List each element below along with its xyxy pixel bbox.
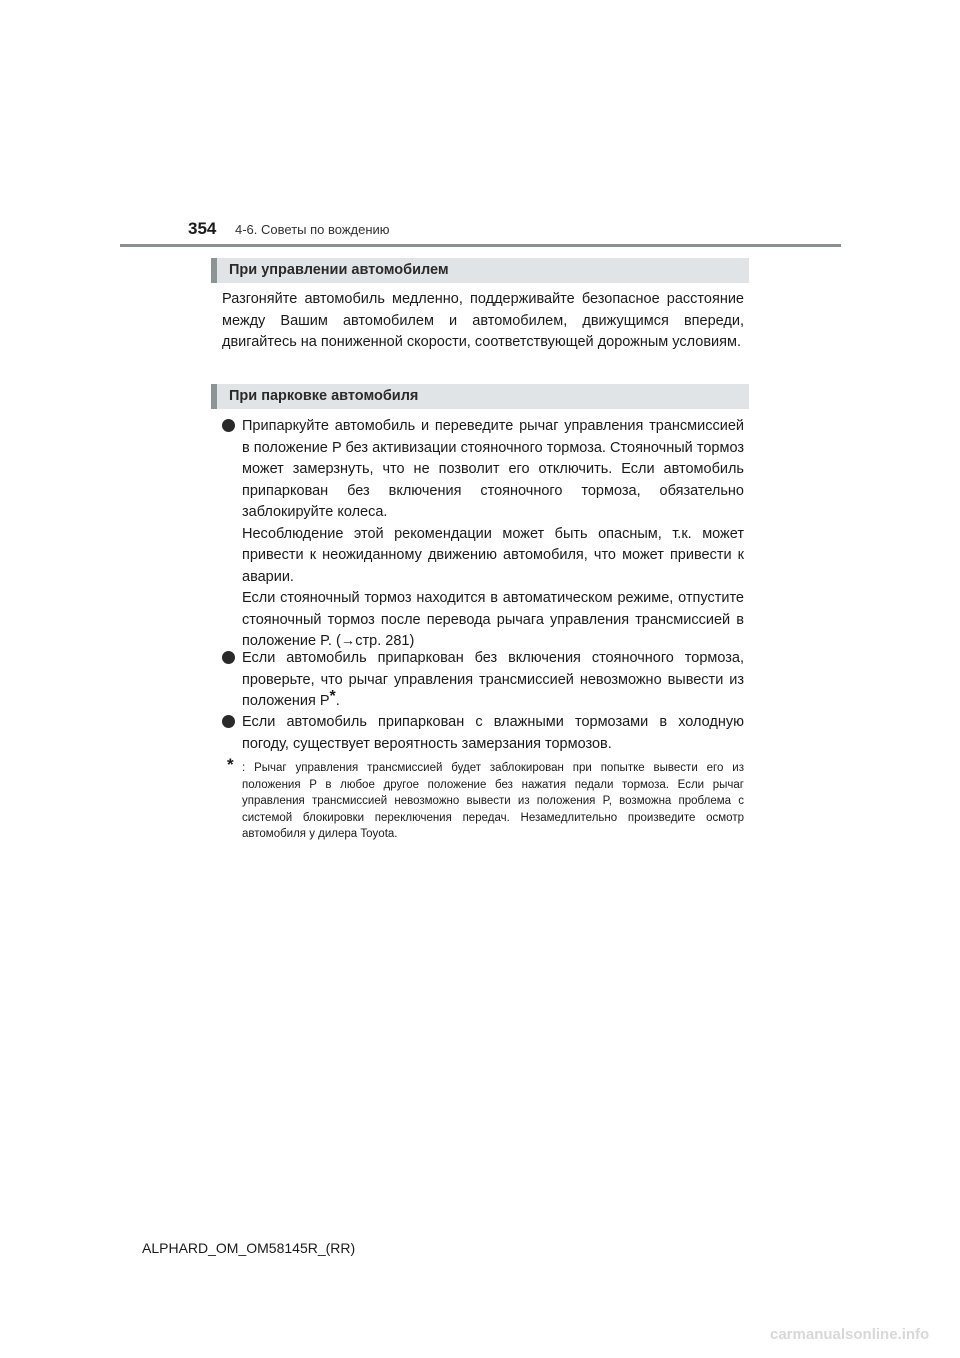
bullet-body: Если автомобиль припаркован без включения стояночного тормоза, проверьте, что рычаг управления трансмиссией невозможно вывести из положения P [242,650,744,709]
section-path: 4-6. Советы по вождению [235,222,390,237]
parking-bullet-1 [222,416,744,653]
bullet-text: Если автомобиль припаркован с влажными тормозами в холодную погоду, существует вероятность замерзания тормозов. [242,714,744,752]
parking-bullet-3 [222,712,744,755]
footnote [227,755,744,843]
bullet-dot-icon [222,419,235,432]
watermark: carmanualsonline.info [770,1326,930,1343]
header-rule [120,244,841,247]
section-heading-text: При управлении автомобилем [229,262,449,278]
bullet-tail: . [335,693,340,709]
page-number: 354 [188,219,217,238]
bullet-line: Припаркуйте автомобиль и переведите рычаг управления трансмиссией в положение P без активизации стояночного тормоза. Стояночный тормоз может замерзнуть, что не позволит его отключить. Если автомобиль припаркован без включения стояночного тормоза, обязательно заблокируйте колеса. [242,418,744,520]
bullet-dot-icon [222,715,235,728]
bullet-line: Если стояночный тормоз находится в автоматическом режиме, отпустите стояночный тормоз после перевода рычага управления трансмиссией в положение P. (→стр. 281) [242,590,744,649]
bullet-line: Несоблюдение этой рекомендации может быть опасным, т.к. может привести к неожиданному движению автомобиля, что может привести к аварии. [242,525,744,585]
bullet-dot-icon [222,651,235,664]
footnote-text: : Рычаг управления трансмиссией будет заблокирован при попытке вывести его из положения P в любое другое положение без нажатия педали тормоза. Если рычаг управления трансмиссией невозможно вывести из положения P, возможна проблема с системой блокировки переключения передач. Незамедлительно произведите осмотр автомобиля у дилера Toyota. [242,762,744,840]
footer-document-code: ALPHARD_OM_OM58145R_(RR) [142,1240,356,1256]
bullet-text [242,416,744,653]
parking-bullet-2 [222,648,744,713]
bullet-text [242,648,744,713]
section-heading-parking [211,384,749,409]
section-heading-driving [211,258,749,283]
footnote-marker: * [329,688,336,705]
section-heading-text: При парковке автомобиля [229,388,419,404]
footnote-star: * [227,755,234,774]
driving-paragraph: Разгоняйте автомобиль медленно, поддерживайте безопасное расстояние между Вашим автомобилем и автомобилем, движущимся впереди, двигайтесь на пониженной скорости, соответствующей дорожным условиям. [222,291,744,350]
